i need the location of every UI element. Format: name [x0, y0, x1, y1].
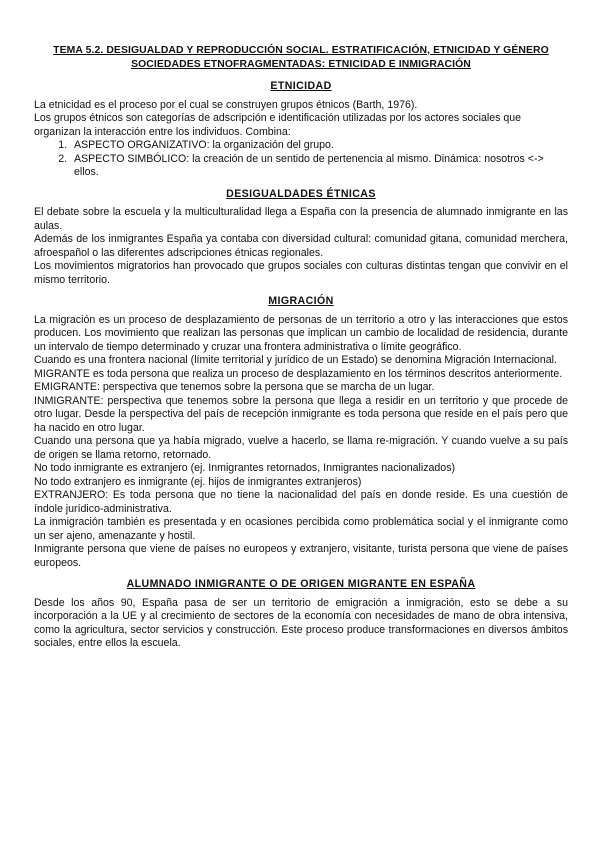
- heading-etnicidad: ETNICIDAD: [270, 80, 332, 92]
- desigualdades-paragraph-2: Además de los inmigrantes España ya contaba con diversidad cultural: comunidad gitana, comunidad merchera, afroespañol o las diferentes adscripciones étnicas regionales.: [34, 233, 568, 259]
- desigualdades-paragraph-3: Los movimientos migratorios han provocado que grupos sociales con culturas distintas tengan que convivir en el mismo territorio.: [34, 260, 568, 286]
- migracion-paragraph-9: EXTRANJERO: Es toda persona que no tiene la nacionalidad del país en donde reside. Es una cuestión de índole jurídico-administrativa.: [34, 489, 568, 515]
- alumnado-paragraph-1: Desde los años 90, España pasa de ser un territorio de emigración a inmigración, esto se debe a su incorporación a la UE y al crecimiento de sectores de la economía con necesidades de mano de obra intensiva, como la agricultura, sector servicios y construcción. Este proceso produce transformaciones en diversos ámbitos sociales, entre ellos la escuela.: [34, 596, 568, 649]
- migracion-paragraph-7: No todo inmigrante es extranjero (ej. Inmigrantes retornados, Inmigrantes nacionalizados): [34, 462, 456, 474]
- desigualdades-paragraph-1: El debate sobre la escuela y la multiculturalidad llega a España con la presencia de alumnado inmigrante en las aulas.: [34, 206, 568, 232]
- migracion-paragraph-8: No todo extranjero es inmigrante (ej. hijos de inmigrantes extranjeros): [34, 475, 362, 488]
- migracion-paragraph-3: MIGRANTE es toda persona que realiza un proceso de desplazamiento en los términos descritos anteriormente.: [34, 367, 563, 380]
- migracion-paragraph-1: La migración es un proceso de desplazamiento de personas de un territorio a otro y las interacciones que estos producen. Los movimiento que realizan las personas que implican un cambio de localidad de residencia, durante un intervalo de tiempo determinado y cruzar una frontera administrativa o límite geográfico.: [34, 313, 568, 353]
- heading-desigualdades: DESIGUALDADES ÉTNICAS: [226, 187, 376, 200]
- etnicidad-list: [34, 139, 568, 180]
- etnicidad-paragraph-2: Los grupos étnicos son categorías de adscripción e identificación utilizadas por los actores sociales que organizan la interacción entre los individuos. Combina:: [34, 112, 522, 138]
- etnicidad-paragraph-1: La etnicidad es el proceso por el cual se construyen grupos étnicos (Barth, 1976).: [34, 98, 418, 111]
- migracion-paragraph-6: Cuando una persona que ya había migrado, vuelve a hacerlo, se llama re-migración. Y cuando vuelve a su país de origen se llama retorno, retornado.: [34, 435, 568, 461]
- document-title: [34, 44, 568, 72]
- migracion-paragraph-5: INMIGRANTE: perspectiva que tenemos sobre la persona que llega a residir en un territorio y que procede de otro lugar. Desde la perspectiva del país de recepción inmigrante es toda persona que reside en el país pero que ha nacido en otro lugar.: [34, 394, 568, 434]
- title-line-1: TEMA 5.2. DESIGUALDAD Y REPRODUCCIÓN SOCIAL. ESTRATIFICACIÓN, ETNICIDAD Y GÉNERO: [53, 45, 549, 56]
- migracion-paragraph-4: EMIGRANTE: perspectiva que tenemos sobre la persona que se marcha de un lugar.: [34, 381, 435, 393]
- heading-migracion: MIGRACIÓN: [268, 295, 334, 307]
- document-page: [34, 44, 568, 651]
- list-item: 1. ASPECTO ORGANIZATIVO: la organización del grupo.: [70, 139, 568, 153]
- migracion-paragraph-2: Cuando es una frontera nacional (límite territorial y jurídico de un Estado) se denomina Migración Internacional.: [34, 354, 557, 366]
- migracion-paragraph-11: Inmigrante persona que viene de países no europeos y extranjero, visitante, turista persona que viene de países europeos.: [34, 543, 568, 569]
- heading-alumnado: ALUMNADO INMIGRANTE O DE ORIGEN MIGRANTE EN ESPAÑA: [126, 578, 476, 590]
- title-line-2: SOCIEDADES ETNOFRAGMENTADAS: ETNICIDAD E INMIGRACIÓN: [131, 59, 471, 70]
- migracion-paragraph-10: La inmigración también es presentada y en ocasiones percibida como problemática social y el inmigrante como un ser ajeno, amenazante y hostil.: [34, 516, 568, 542]
- list-item: 2. ASPECTO SIMBÓLICO: la creación de un sentido de pertenencia al mismo. Dinámica: nosotros <-> ellos.: [70, 153, 568, 180]
